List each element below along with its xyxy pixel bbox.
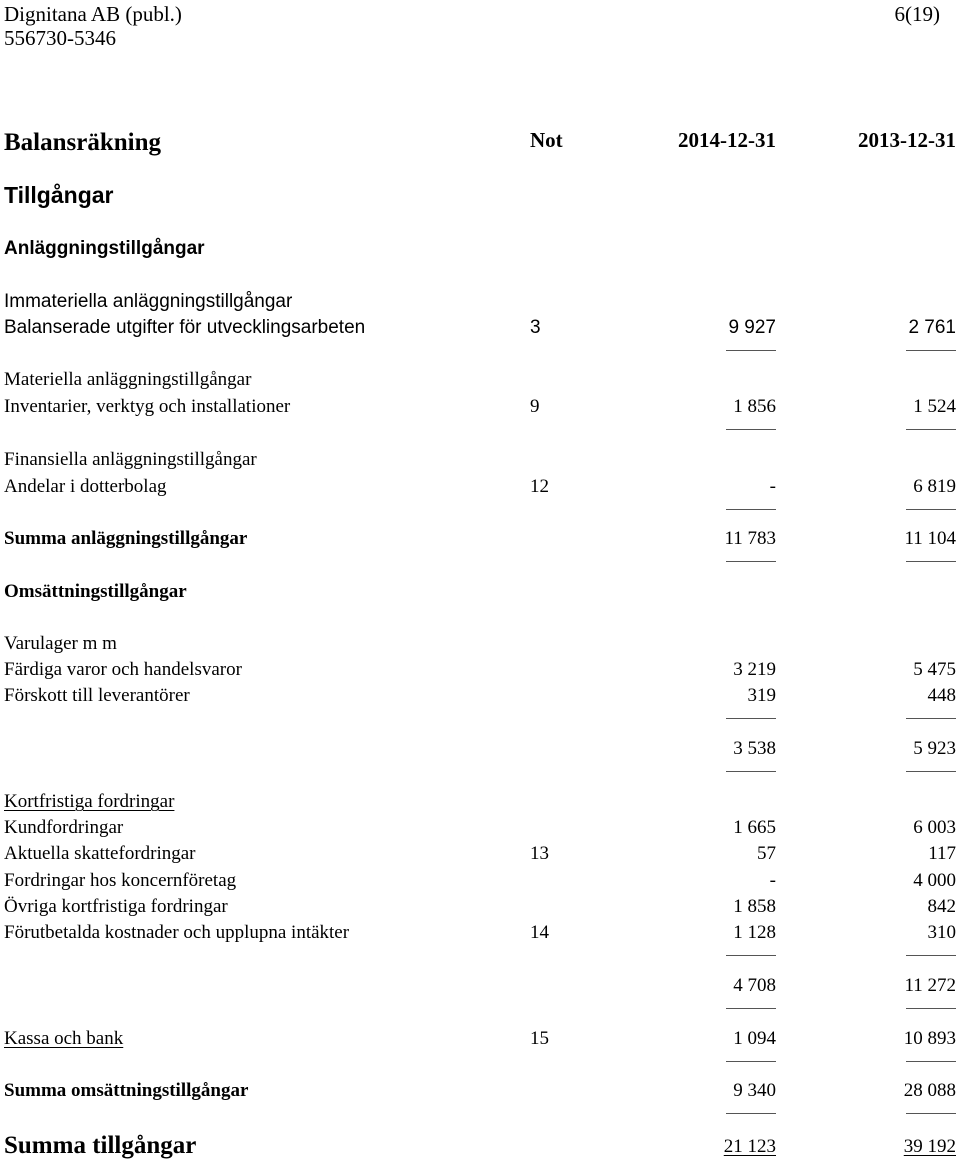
row-value-2014-prepaid: 1 128 (733, 922, 776, 943)
row-value-2014-other-receivables: 1 858 (733, 896, 776, 917)
rule-2013 (906, 1008, 956, 1009)
row-value-2014-sum-current: 9 340 (733, 1080, 776, 1101)
row-value-2013-trade-receivables: 6 003 (913, 817, 956, 838)
row-value-2014-tax-receivables: 57 (757, 843, 776, 864)
row-note-tax-receivables: 13 (530, 843, 549, 864)
row-value-2014-sum-fixed: 11 783 (724, 528, 776, 549)
column-header-2013: 2013-12-31 (858, 128, 956, 152)
rule-2013 (906, 1061, 956, 1062)
note-column-header: Not (530, 128, 563, 152)
rule-2014 (726, 1061, 776, 1062)
row-value-2013-sum-fixed: 11 104 (904, 528, 956, 549)
row-value-2014-equipment: 1 856 (733, 396, 776, 417)
subsection-short-receivables: Kortfristiga fordringar (4, 791, 175, 812)
row-label-sum-fixed: Summa anläggningstillgångar (4, 528, 248, 549)
row-label-finished-goods: Färdiga varor och handelsvaror (4, 659, 242, 680)
section-fixed-assets: Anläggningstillgångar (4, 238, 205, 259)
rule-2013 (906, 350, 956, 351)
row-value-2014-receivables-total: 4 708 (733, 975, 776, 996)
row-value-2014-sum-assets: 21 123 (723, 1136, 776, 1157)
row-value-2013-inventory-total: 5 923 (913, 738, 956, 759)
row-value-2013-sum-current: 28 088 (903, 1080, 956, 1101)
row-note-prepaid: 14 (530, 922, 549, 943)
rule-2013 (906, 771, 956, 772)
subsection-tangible: Materiella anläggningstillgångar (4, 369, 252, 390)
subsection-financial: Finansiella anläggningstillgångar (4, 449, 257, 470)
row-label-group-receivables: Fordringar hos koncernföretag (4, 870, 237, 891)
row-value-2014-subsidiaries: - (769, 476, 776, 497)
subsection-intangible: Immateriella anläggningstillgångar (4, 291, 293, 312)
rule-2014 (726, 350, 776, 351)
rule-2014 (726, 1113, 776, 1114)
row-value-2014-cash: 1 094 (733, 1028, 776, 1049)
row-value-2013-sum-assets: 39 192 (903, 1136, 956, 1157)
section-current-assets: Omsättningstillgångar (4, 581, 187, 602)
row-value-2013-prepaid: 310 (927, 922, 956, 943)
rule-2014 (726, 429, 776, 430)
rule-2014 (726, 509, 776, 510)
row-label-capitalized-dev: Balanserade utgifter för utvecklingsarbeten (4, 317, 366, 338)
rule-2013 (906, 718, 956, 719)
rule-2013 (906, 955, 956, 956)
row-label-trade-receivables: Kundfordringar (4, 817, 124, 838)
row-value-2013-advances: 448 (927, 685, 956, 706)
rule-2014 (726, 561, 776, 562)
company-name: Dignitana AB (publ.) (4, 2, 182, 26)
page-number: 6(19) (894, 2, 940, 26)
row-value-2013-equipment: 1 524 (913, 396, 956, 417)
page-title: Balansräkning (4, 129, 162, 156)
row-label-other-receivables: Övriga kortfristiga fordringar (4, 896, 228, 917)
row-label-equipment: Inventarier, verktyg och installationer (4, 396, 291, 417)
row-label-advances: Förskott till leverantörer (4, 685, 190, 706)
org-number: 556730-5346 (4, 26, 116, 50)
row-value-2014-group-receivables: - (769, 870, 776, 891)
row-value-2014-finished-goods: 3 219 (733, 659, 776, 680)
row-label-cash: Kassa och bank (4, 1028, 124, 1049)
row-label-prepaid: Förutbetalda kostnader och upplupna intäkter (4, 922, 350, 943)
rule-2014 (726, 1008, 776, 1009)
row-label-sum-assets: Summa tillgångar (4, 1132, 197, 1159)
row-label-sum-current: Summa omsättningstillgångar (4, 1080, 249, 1101)
rule-2014 (726, 771, 776, 772)
row-label-tax-receivables: Aktuella skattefordringar (4, 843, 196, 864)
row-value-2013-cash: 10 893 (903, 1028, 956, 1049)
row-note-subsidiaries: 12 (530, 476, 549, 497)
row-value-2013-group-receivables: 4 000 (913, 870, 956, 891)
row-note-capitalized-dev: 3 (530, 317, 541, 338)
row-value-2014-capitalized-dev: 9 927 (728, 317, 776, 338)
column-header-2014: 2014-12-31 (678, 128, 776, 152)
row-value-2013-subsidiaries: 6 819 (913, 476, 956, 497)
row-value-2013-other-receivables: 842 (927, 896, 956, 917)
rule-2013 (906, 509, 956, 510)
subsection-inventory: Varulager m m (4, 633, 117, 654)
row-value-2013-tax-receivables: 117 (928, 843, 956, 864)
row-note-equipment: 9 (530, 396, 540, 417)
row-label-subsidiaries: Andelar i dotterbolag (4, 476, 167, 497)
rule-2014 (726, 955, 776, 956)
row-value-2014-inventory-total: 3 538 (733, 738, 776, 759)
section-assets: Tillgångar (4, 182, 114, 208)
row-note-cash: 15 (530, 1028, 549, 1049)
rule-2013 (906, 429, 956, 430)
rule-2014 (726, 718, 776, 719)
row-value-2013-finished-goods: 5 475 (913, 659, 956, 680)
row-value-2013-capitalized-dev: 2 761 (908, 317, 956, 338)
row-value-2014-trade-receivables: 1 665 (733, 817, 776, 838)
rule-2013 (906, 561, 956, 562)
row-value-2014-advances: 319 (747, 685, 776, 706)
row-value-2013-receivables-total: 11 272 (904, 975, 956, 996)
rule-2013 (906, 1113, 956, 1114)
